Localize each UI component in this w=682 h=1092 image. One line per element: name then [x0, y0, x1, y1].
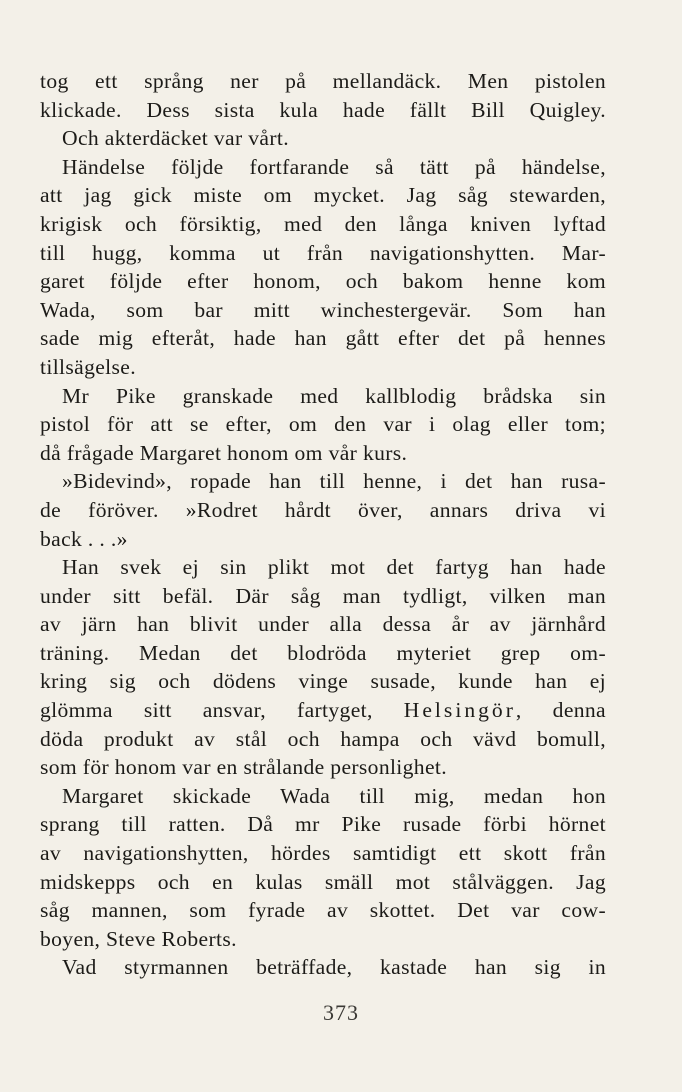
- text-line-23: [40, 696, 606, 725]
- text-line-27: sprang till ratten. Då mr Pike rusade förbi hörnet: [40, 812, 606, 837]
- text-line-30: såg mannen, som fyrade av skottet. Det var cow-: [40, 898, 606, 923]
- text-line-26: Margaret skickade Wada till mig, medan hon: [62, 783, 606, 808]
- text-line-32: Vad styrmannen beträffade, kastade han sig in: [62, 955, 606, 980]
- text-line-14: då frågade Margaret honom om vår kurs.: [40, 440, 408, 465]
- page-number: 373: [323, 1000, 359, 1025]
- text-line-24: döda produkt av stål och hampa och vävd bomull,: [40, 726, 606, 751]
- text-line-19: under sitt befäl. Där såg man tydligt, vilken man: [40, 583, 606, 608]
- text-line-13: pistol för att se efter, om den var i olag eller tom;: [40, 412, 606, 437]
- text-line-20: av järn han blivit under alla dessa år av järnhård: [40, 612, 606, 637]
- text-line-5: att jag gick miste om mycket. Jag såg stewarden,: [40, 183, 606, 208]
- text-line-21: träning. Medan det blodröda myteriet grep om-: [40, 640, 606, 665]
- text-line-15: »Bidevind», ropade han till henne, i det han rusa-: [62, 469, 606, 494]
- text-line-22: kring sig och dödens vinge susade, kunde han ej: [40, 669, 606, 694]
- text-line-11: tillsägelse.: [40, 354, 136, 379]
- text-line-16: de föröver. »Rodret hårdt över, annars driva vi: [40, 497, 606, 522]
- text-line-12: Mr Pike granskade med kallblodig brådska sin: [62, 383, 606, 408]
- text-line-28: av navigationshytten, hördes samtidigt ett skott från: [40, 841, 606, 866]
- text-line-23-before: glömma sitt ansvar, fartyget,: [40, 698, 404, 723]
- text-line-25: som för honom var en strålande personlighet.: [40, 755, 447, 780]
- text-line-6: krigisk och försiktig, med den långa kniven lyftad: [40, 211, 606, 236]
- text-line-31: boyen, Steve Roberts.: [40, 926, 237, 951]
- text-line-23-after: , denna: [515, 698, 606, 723]
- text-line-29: midskepps och en kulas smäll mot stålväggen. Jag: [40, 869, 606, 894]
- text-line-1: tog ett språng ner på mellandäck. Men pistolen: [40, 69, 606, 93]
- text-line-8: garet följde efter honom, och bakom henne kom: [40, 269, 606, 294]
- text-line-9: Wada, som bar mitt winchestergevär. Som han: [40, 297, 606, 322]
- text-line-10: sade mig efteråt, hade han gått efter det på hennes: [40, 326, 606, 351]
- text-line-3: Och akterdäcket var vårt.: [62, 126, 289, 151]
- text-line-18: Han svek ej sin plikt mot det fartyg han hade: [62, 555, 606, 580]
- text-line-4: Händelse följde fortfarande så tätt på händelse,: [62, 154, 606, 179]
- text-line-7: till hugg, komma ut från navigationshytten. Mar-: [40, 240, 606, 265]
- body-text: [40, 67, 606, 982]
- text-line-17: back . . .»: [40, 526, 128, 551]
- text-line-2: klickade. Dess sista kula hade fällt Bill Quigley.: [40, 97, 606, 122]
- ship-name-spaced: Helsingör: [403, 698, 516, 723]
